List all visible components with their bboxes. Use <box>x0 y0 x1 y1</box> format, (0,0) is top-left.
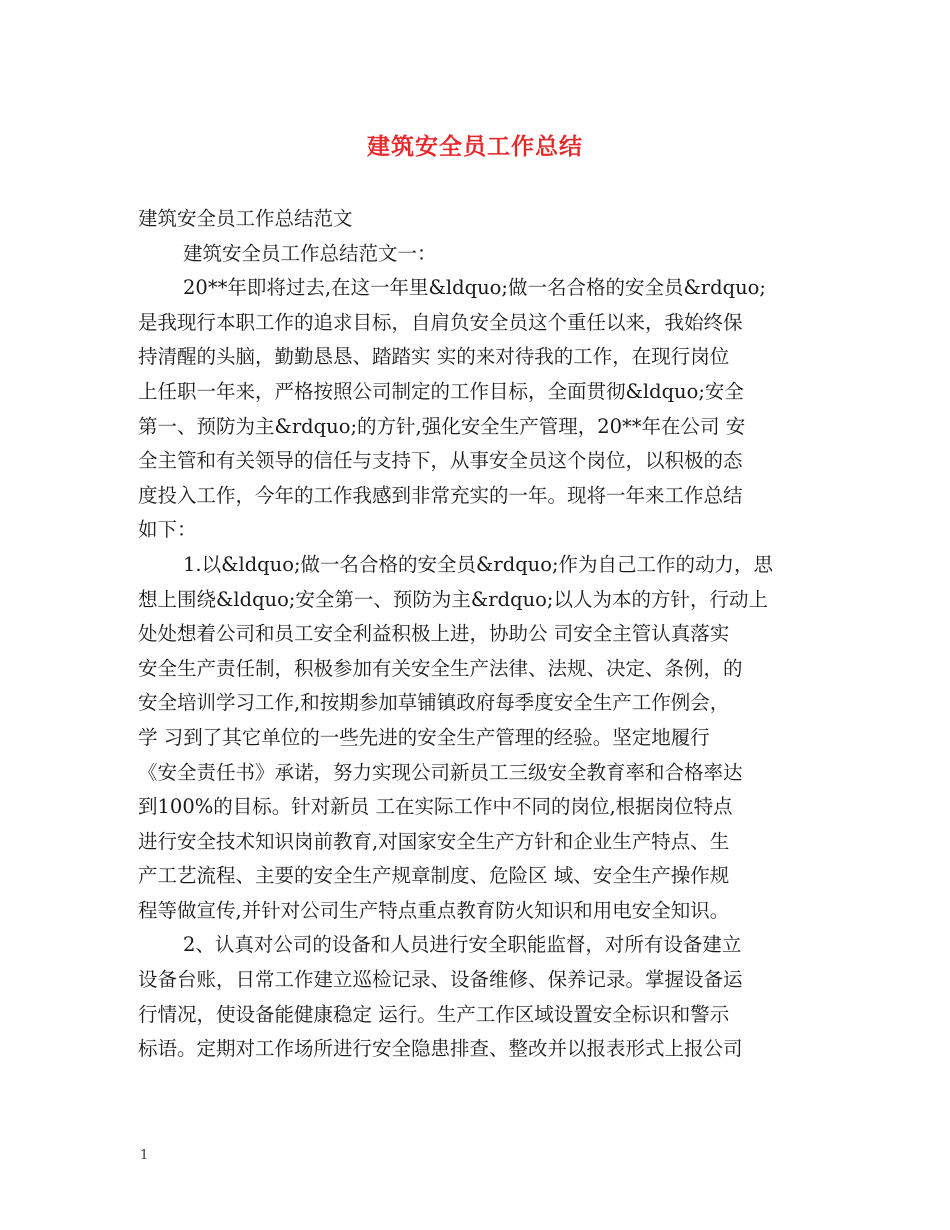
document-body <box>138 202 812 1067</box>
text-line: 行情况，使设备能健康稳定 运行。生产工作区域设置安全标识和警示 <box>138 1002 730 1026</box>
document-title: 建筑安全员工作总结 <box>367 134 583 160</box>
text-line: 《安全责任书》承诺，努力实现公司新员工三级安全教育率和合格率达 <box>138 760 743 784</box>
text-line: 设备台账，日常工作建立巡检记录、设备维修、保养记录。掌握设备运 <box>138 968 743 992</box>
text-line: 全主管和有关领导的信任与支持下，从事安全员这个岗位，以积极的态 <box>138 449 743 473</box>
text-line: 到100%的目标。针对新员 工在实际工作中不同的岗位,根据岗位特点 <box>138 795 733 819</box>
text-line: 程等做宣传,并针对公司生产特点重点教育防火知识和用电安全知识。 <box>138 898 730 922</box>
text-line: 2、认真对公司的设备和人员进行安全职能监督，对所有设备建立 <box>183 933 742 957</box>
text-line: 想上围绕&ldquo;安全第一、预防为主&rdquo;以人为本的方针，行动上 <box>138 587 768 611</box>
text-line: 产工艺流程、主要的安全生产规章制度、危险区 域、安全生产操作规 <box>138 864 730 888</box>
text-line: 持清醒的头脑，勤勤恳恳、踏踏实 实的来对待我的工作，在现行岗位 <box>138 345 730 369</box>
text-line: 第一、预防为主&rdquo;的方针,强化安全生产管理，20**年在公司 安 <box>138 414 746 438</box>
text-line: 进行安全技术知识岗前教育,对国家安全生产方针和企业生产特点、生 <box>138 829 730 853</box>
text-line: 上任职一年来，严格按照公司制定的工作目标，全面贯彻&ldquo;安全 <box>138 379 744 403</box>
text-line: 度投入工作，今年的工作我感到非常充实的一年。现将一年来工作总结 <box>138 483 743 507</box>
text-line: 建筑安全员工作总结范文 <box>138 207 353 230</box>
text-line: 学 习到了其它单位的一些先进的安全生产管理的经验。坚定地履行 <box>138 725 710 749</box>
text-line: 安全培训学习工作,和按期参加草铺镇政府每季度安全生产工作例会， <box>138 691 730 715</box>
text-line: 20**年即将过去,在这一年里&ldquo;做一名合格的安全员&rdquo; <box>183 276 766 300</box>
text-line: 安全生产责任制，积极参加有关安全生产法律、法规、决定、条例，的 <box>138 656 743 680</box>
text-line: 建筑安全员工作总结范文一： <box>183 241 437 265</box>
text-line: 标语。定期对工作场所进行安全隐患排查、整改并以报表形式上报公司 <box>138 1037 743 1061</box>
text-line: 处处想着公司和员工安全利益积极上进，协助公 司安全主管认真落实 <box>138 622 730 646</box>
text-line: 是我现行本职工作的追求目标，自肩负安全员这个重任以来，我始终保 <box>138 310 743 334</box>
text-line: 1.以&ldquo;做一名合格的安全员&rdquo;作为自己工作的动力，思 <box>183 552 774 576</box>
text-line: 如下： <box>138 518 197 542</box>
page-number: 1 <box>140 1148 149 1163</box>
